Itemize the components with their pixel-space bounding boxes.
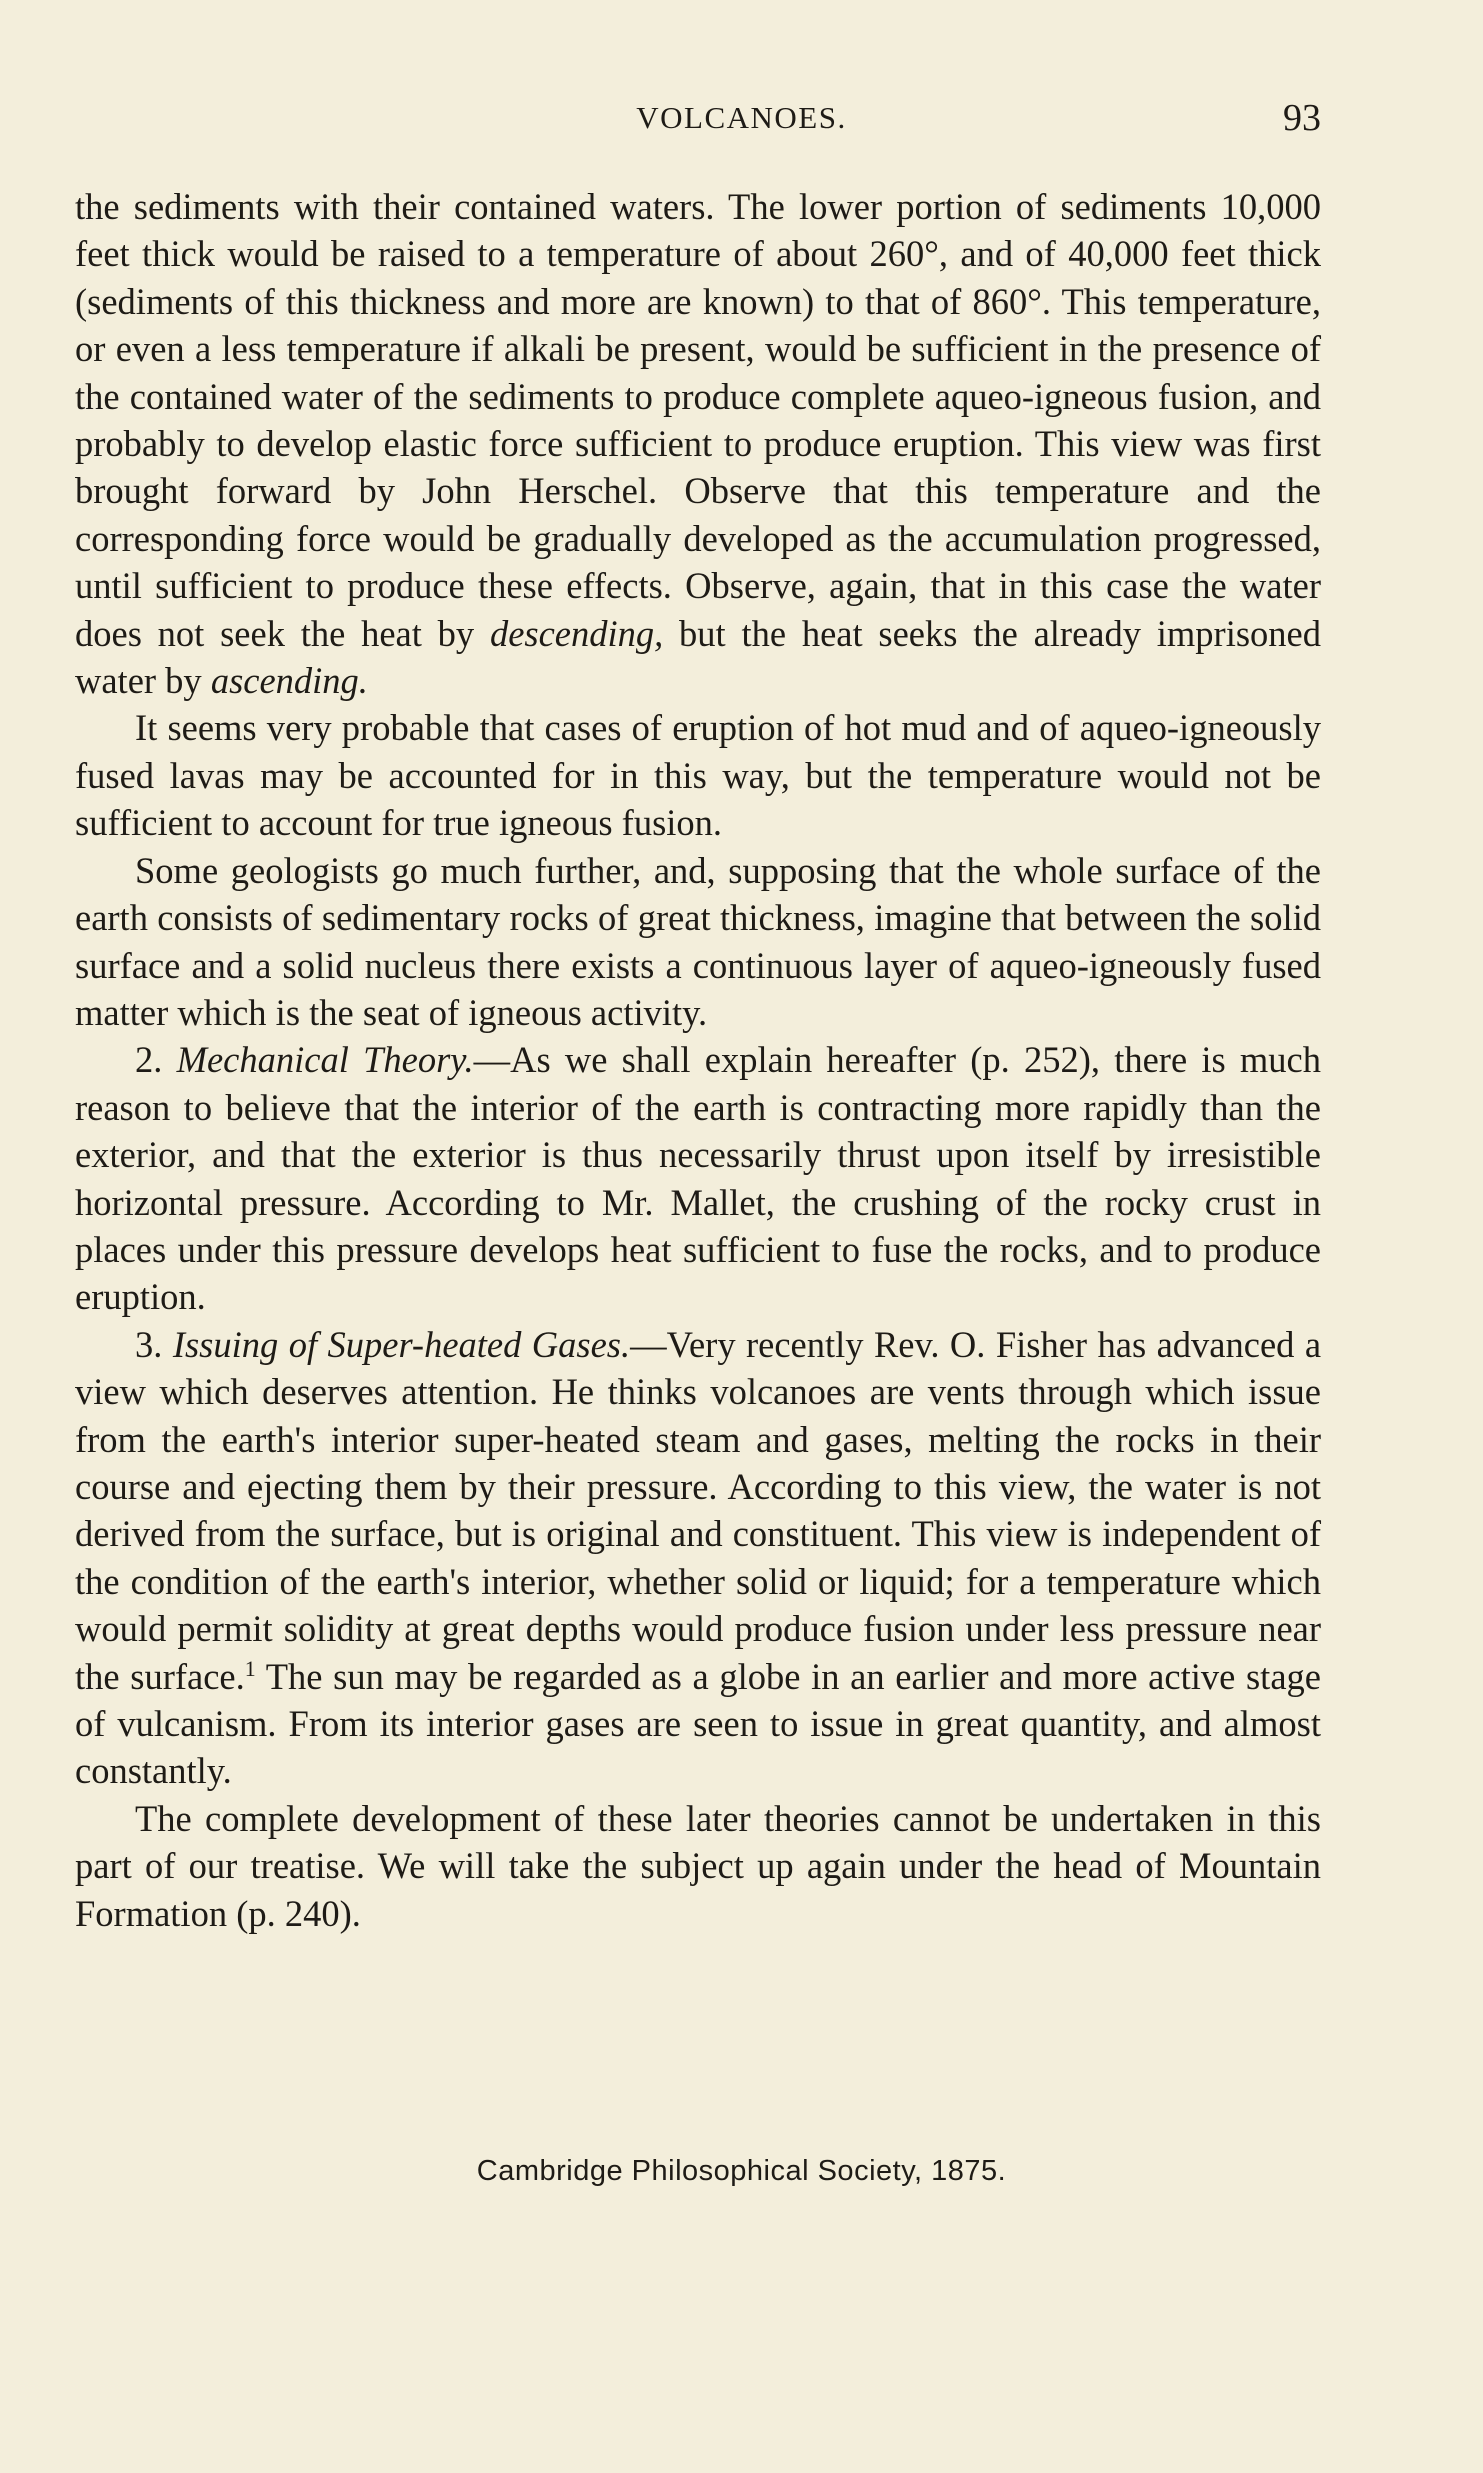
paragraph-fused-layer: Some geologists go much further, and, supposing that the whole surface of the earth consists of sedimentary rocks of great thickness, imagine that between the solid surface and a solid nucleus there exists a continuous layer of aqueo-igneously fused matter which is the seat of igneous activity.	[75, 849, 1321, 1033]
italic-descending: descending,	[489, 612, 664, 654]
page-header	[0, 96, 1483, 146]
section-heading-mechanical-theory: Mechanical Theory.	[176, 1039, 474, 1081]
paragraph-mechanical-theory: 2. Mechanical Theory.—As we shall explain hereafter (p. 252), there is much reason to believe that the interior of the earth is contracting more rapidly than the exterior, and that the exterior is thus necessarily thrust upon itself by irresistible horizontal pressure. According to Mr. Mallet, the crushing of the rocky crust in places under this pressure develops heat sufficient to fuse the rocks, and to produce eruption.	[75, 1039, 1322, 1318]
section-heading-superheated-gases: Issuing of Super-heated Gases.	[172, 1323, 631, 1365]
paragraph-superheated-gases: 3. Issuing of Super-heated Gases.—Very recently Rev. O. Fisher has advanced a view which deserves attention. He thinks volcanoes are vents through which issue from the earth's interior super-heated steam and gases, melting the rocks in their course and ejecting them by their pressure. According to this view, the water is not derived from the surface, but is original and constituent. This view is independent of the condition of the earth's interior, whether solid or liquid; for a temperature which would permit solidity at great depths would produce fusion under less pressure near the surface.$^1$ The sun may be regarded as a globe in an earlier and more active stage of vulcanism. From its interior gases are seen to issue in great quantity, and almost constantly.	[75, 1323, 1322, 1792]
footnote-marker: 1	[244, 1655, 256, 1681]
running-title: VOLCANOES.	[636, 100, 847, 135]
body-text	[75, 183, 1321, 1937]
footnote	[0, 2155, 1483, 2188]
section-number: 3.	[135, 1323, 163, 1365]
paragraph-later-theories: The complete development of these later theories cannot be undertaken in this part of our treatise. We will take the subject up again under the head of Mountain Formation (p. 240).	[75, 1797, 1321, 1934]
page-number: 93	[1283, 97, 1321, 139]
paragraph-continuation: the sediments with their contained waters. The lower portion of sediments 10,000 feet thick would be raised to a temperature of about 260°, and of 40,000 feet thick (sediments of this thickness and more are known) to that of 860°. This temperature, or even a less temperature if alkali be present, would be sufficient in the presence of the contained water of the sediments to produce complete aqueo-igneous fusion, and probably to develop elastic force sufficient to produce eruption. This view was first brought forward by John Herschel. Observe that this temperature and the corresponding force would be gradually developed as the accumulation progressed, until sufficient to produce these effects. Observe, again, that in this case the water does not seek the heat by descending, but the heat seeks the already imprisoned water by ascending.	[75, 186, 1321, 702]
section-number: 2.	[135, 1039, 163, 1081]
footnote-text: Cambridge Philosophical Society, 1875.	[476, 2155, 1007, 2187]
paragraph-mud-eruption: It seems very probable that cases of eruption of hot mud and of aqueo-igneously fused lavas may be accounted for in this way, but the temperature would not be sufficient to account for true igneous fusion.	[75, 707, 1321, 844]
italic-ascending: ascending.	[210, 660, 368, 702]
